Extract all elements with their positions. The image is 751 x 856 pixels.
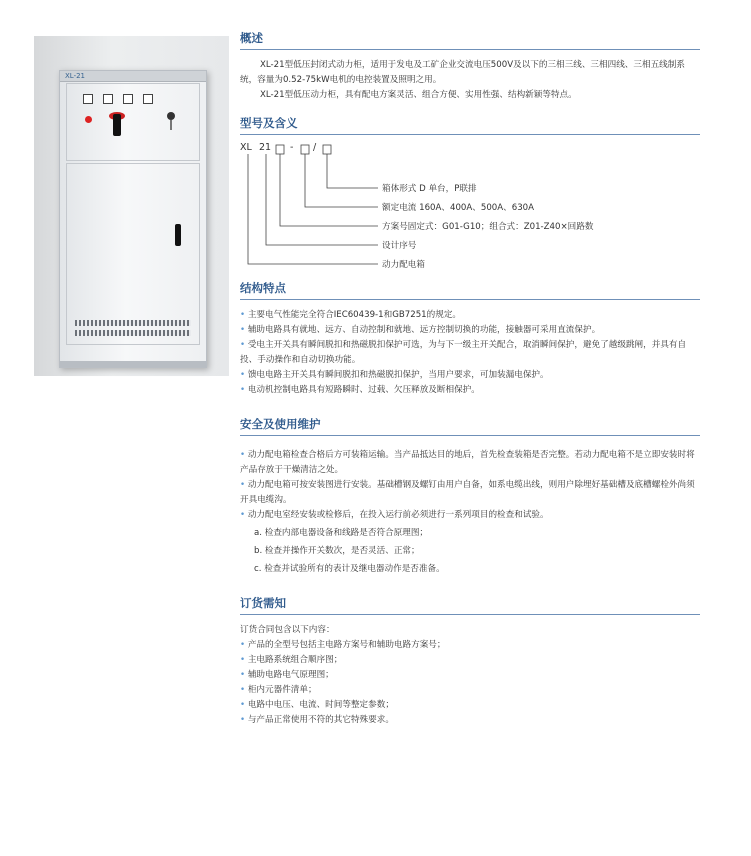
sub-item: b. 检查并操作开关数次，是否灵活、正常； (254, 546, 420, 556)
knob-icon (167, 112, 175, 120)
list-item: • 辅助电路具有就地、远方、自动控制和就地、远方控制切换的功能，接触器可采用直流保护。 (240, 323, 700, 338)
meter-icon (123, 94, 133, 104)
structure-list (240, 308, 700, 398)
overview-paragraph: XL-21型低压封闭式动力柜，适用于发电及工矿企业交流电压500V及以下的三相三线、三相四线、三相五线制系统，容量为0.52-75kW电机的电控装置及照明之用。 (240, 60, 685, 85)
code-box-1 (276, 145, 284, 154)
cabinet-plinth (60, 361, 206, 367)
model-label: 额定电流 160A、400A、500A、630A (382, 203, 535, 213)
vent-grille (75, 330, 191, 336)
code-box-2 (301, 145, 309, 154)
overview-paragraph: XL-21型低压动力柜，具有配电方案灵活、组合方便、实用性强、结构新颖等特点。 (260, 90, 577, 100)
leader-line-4 (266, 154, 378, 245)
section-title-structure: 结构特点 (240, 280, 700, 300)
cabinet-photo (34, 36, 229, 376)
list-item: • 柜内元器件清单； (240, 683, 700, 698)
list-item: • 主电路系统组合顺序图； (240, 653, 700, 668)
list-item: • 受电主开关具有瞬间脱扣和热磁脱扣保护可选，为与下一级主开关配合，取消瞬间保护，避免了越级跳闸，并具有自投、手动操作和自动切换功能。 (240, 338, 700, 368)
safety-list (240, 448, 700, 577)
leader-line-3 (280, 154, 378, 226)
cabinet-image (59, 70, 207, 368)
code-slash: / (313, 142, 317, 153)
cabinet-upper-door (66, 83, 200, 161)
list-item: • 主要电气性能完全符合IEC60439-1和GB7251的规定。 (240, 308, 700, 323)
list-item: • 动力配电室经安装或检修后，在投入运行前必须进行一系列项目的检查和试验。 (240, 508, 700, 523)
section-title-safety: 安全及使用维护 (240, 416, 700, 436)
vent-grille (75, 320, 191, 326)
code-box-3 (323, 145, 331, 154)
list-item: • 动力配电箱可按安装图进行安装。基础槽钢及螺钉由用户自备，如系电缆出线，则用户除埋好基础槽及底槽螺栓外尚须开具电缆沟。 (240, 478, 700, 508)
meter-icon (83, 94, 93, 104)
list-item: • 电动机控制电路具有短路瞬时、过载、欠压释放及断相保护。 (240, 383, 700, 398)
cabinet-top (60, 71, 206, 82)
code-dash: - (290, 142, 294, 153)
order-list (240, 623, 700, 728)
order-intro: 订货合同包含以下内容： (240, 625, 335, 635)
code-xl: XL (240, 142, 252, 153)
model-code-diagram (240, 141, 700, 276)
list-item: • 动力配电箱检查合格后方可装箱运输。当产品抵达目的地后，首先检查装箱是否完整。若动力配电箱不是立即安装时将产品存放于干燥清洁之处。 (240, 448, 700, 478)
list-item: • 辅助电路电气原理图； (240, 668, 700, 683)
overview-body (240, 58, 700, 103)
list-item: • 电路中电压、电流、时间等整定参数； (240, 698, 700, 713)
list-item: • 馈电电路主开关具有瞬间脱扣和热磁脱扣保护，当用户要求，可加装漏电保护。 (240, 368, 700, 383)
model-label: 动力配电箱 (382, 260, 425, 270)
model-label: 箱体形式 D 单台，P联排 (382, 184, 477, 194)
list-item: • 与产品正常使用不符的其它特殊要求。 (240, 713, 700, 728)
sub-item: c. 检查并试验所有的表计及继电器动作是否准备。 (254, 564, 445, 574)
model-label: 设计序号 (382, 241, 417, 251)
door-lock-icon (175, 224, 181, 246)
leader-line-1 (327, 154, 378, 188)
code-number: 21 (259, 142, 272, 153)
meter-icon (143, 94, 153, 104)
cabinet-label: XL-21 (65, 72, 86, 80)
leader-line-5 (248, 154, 378, 264)
indicator-lamp-icon (85, 116, 92, 123)
list-item: • 产品的全型号包括主电路方案号和辅助电路方案号； (240, 638, 700, 653)
meter-icon (103, 94, 113, 104)
key-icon (170, 120, 172, 130)
content (240, 30, 700, 728)
leader-line-2 (305, 154, 378, 207)
sub-item: a. 检查内部电器设备和线路是否符合原理图； (254, 528, 429, 538)
model-label: 方案号固定式：G01-G10；组合式：Z01-Z40×回路数 (382, 222, 594, 232)
section-title-order: 订货需知 (240, 595, 700, 615)
cabinet-lower-door (66, 163, 200, 345)
section-title-overview: 概述 (240, 30, 700, 50)
switch-handle-icon (113, 114, 121, 136)
section-title-model: 型号及含义 (240, 115, 700, 135)
